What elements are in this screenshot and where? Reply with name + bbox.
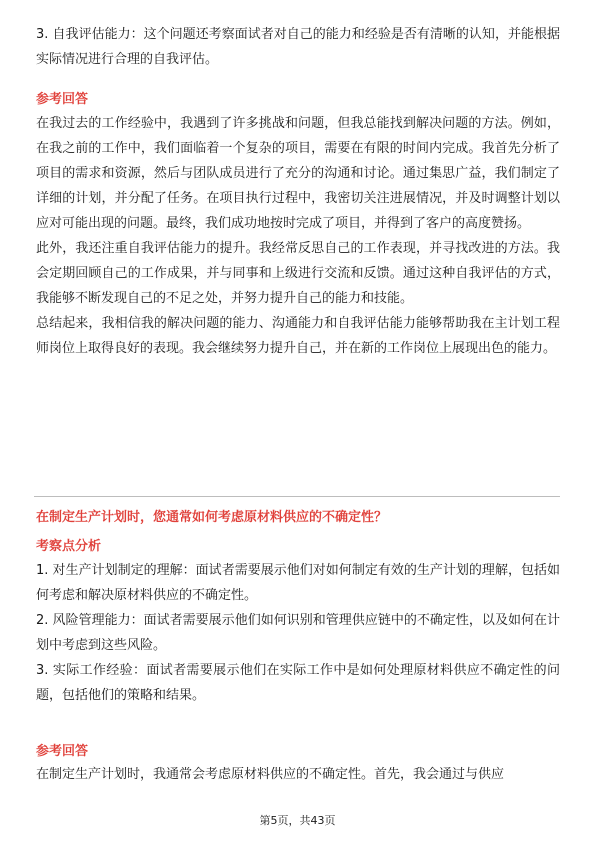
answer-heading-text: 参考回答 bbox=[36, 744, 89, 759]
analysis-item: 1. 对生产计划制定的理解：面试者需要展示他们对如何制定有效的生产计划的理解，包括如何考虑和解决原材料供应的不确定性。 bbox=[36, 563, 560, 603]
answer-heading-text: 参考回答 bbox=[36, 92, 89, 107]
section-divider bbox=[34, 496, 560, 497]
answer-paragraph: 在我过去的工作经验中，我遇到了许多挑战和问题，但我总能找到解决问题的方法。例如，在我之前的工作中，我们面临着一个复杂的项目，需要在有限的时间内完成。我首先分析了项目的需求和资源，然后与团队成员进行了充分的沟通和讨论。通过集思广益，我们制定了详细的计划，并分配了任务。在项目执行过程中，我密切关注进展情况，并及时调整计划以应对可能出现的问题。最终，我们成功地按时完成了项目，并得到了客户的高度赞扬。 bbox=[36, 116, 560, 231]
analysis-item-3: 3. 自我评估能力：这个问题还考察面试者对自己的能力和经验是否有清晰的认知，并能根据实际情况进行合理的自我评估。 bbox=[36, 27, 560, 67]
analysis-item: 2. 风险管理能力：面试者需要展示他们如何识别和管理供应链中的不确定性，以及如何在计划中考虑到这些风险。 bbox=[36, 613, 560, 653]
analysis-heading-text: 考察点分析 bbox=[36, 539, 102, 554]
self-assessment-point bbox=[36, 22, 560, 72]
answer-paragraph: 在制定生产计划时，我通常会考虑原材料供应的不确定性。首先，我会通过与供应 bbox=[36, 767, 505, 782]
page-footer: 第5页，共43页 bbox=[259, 814, 336, 827]
question-title: 在制定生产计划时，您通常如何考虑原材料供应的不确定性？ bbox=[36, 510, 388, 525]
answer-heading-2 bbox=[36, 742, 560, 762]
question-block bbox=[36, 508, 560, 528]
answer-paragraph: 此外，我还注重自我评估能力的提升。我经常反思自己的工作表现，并寻找改进的方法。我会定期回顾自己的工作成果，并与同事和上级进行交流和反馈。通过这种自我评估的方式，我能够不断发现自己的不足之处，并努力提升自己的能力和技能。 bbox=[36, 241, 560, 306]
analysis-list bbox=[36, 558, 560, 708]
analysis-heading bbox=[36, 537, 560, 557]
answer-body bbox=[36, 111, 560, 361]
analysis-item: 3. 实际工作经验：面试者需要展示他们在实际工作中是如何处理原材料供应不确定性的问题，包括他们的策略和结果。 bbox=[36, 663, 560, 703]
answer-heading bbox=[36, 90, 560, 110]
answer-start bbox=[36, 762, 560, 787]
answer-paragraph: 总结起来，我相信我的解决问题的能力、沟通能力和自我评估能力能够帮助我在主计划工程师岗位上取得良好的表现。我会继续努力提升自己，并在新的工作岗位上展现出色的能力。 bbox=[36, 316, 560, 356]
